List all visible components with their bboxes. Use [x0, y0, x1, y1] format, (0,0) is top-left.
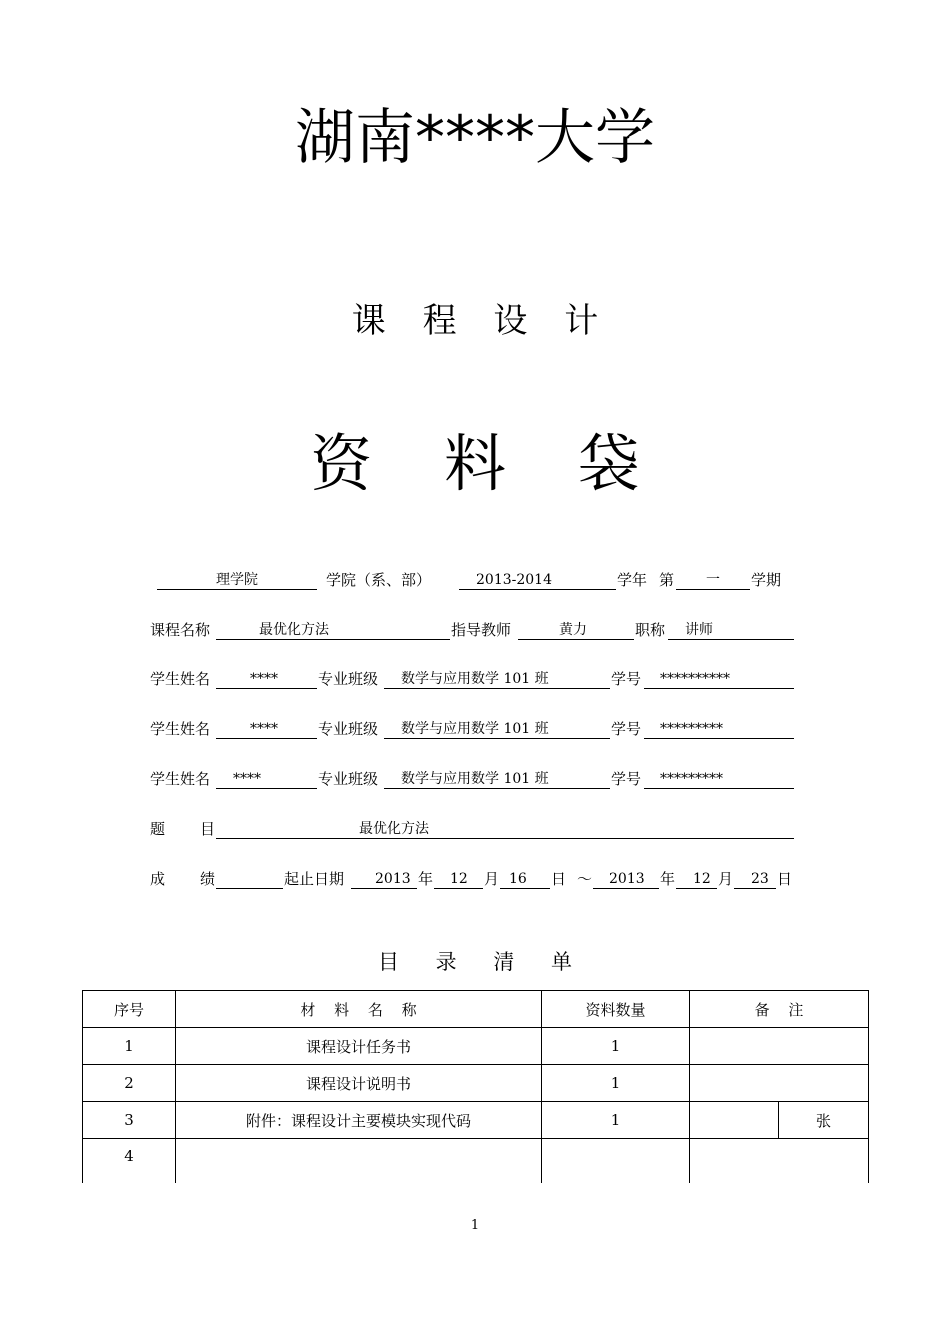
topic-underline — [216, 838, 794, 839]
row-note — [690, 1139, 869, 1184]
student-id-label: 学号 — [611, 770, 642, 788]
course-design-title — [0, 298, 950, 344]
student-class: 数学与应用数学 101 班 — [401, 671, 549, 687]
college-label: 学院（系、部） — [326, 571, 432, 589]
course-design-text: 课 程 设 计 — [351, 301, 599, 341]
table-row — [83, 1065, 869, 1102]
rank-value: 讲师 — [685, 622, 713, 638]
rank-underline — [668, 639, 794, 640]
start-day-underline — [500, 888, 550, 889]
page-number: 1 — [470, 1218, 480, 1233]
student-name-underline — [216, 788, 317, 789]
advisor-value: 黄力 — [559, 622, 587, 638]
topic-value: 最优化方法 — [359, 821, 429, 837]
tilde: ～ — [577, 870, 593, 888]
table-row — [83, 1102, 869, 1139]
advisor-label: 指导教师 — [451, 621, 512, 639]
row-no: 1 — [83, 1028, 176, 1065]
end-month-underline — [676, 888, 717, 889]
row-count: 1 — [542, 1102, 690, 1139]
start-month-underline — [434, 888, 483, 889]
row-note — [690, 1065, 869, 1102]
advisor-underline — [518, 639, 634, 640]
end-day-underline — [734, 888, 776, 889]
start-day: 16 — [509, 871, 527, 887]
college-value: 理学院 — [216, 572, 258, 588]
student-name-label: 学生姓名 — [150, 720, 211, 738]
student-class: 数学与应用数学 101 班 — [401, 771, 549, 787]
student-class-label: 专业班级 — [318, 720, 379, 738]
term-value: 一 — [706, 572, 720, 588]
row-count — [542, 1139, 690, 1184]
header-name — [176, 991, 542, 1028]
month-char: 月 — [718, 870, 734, 888]
row-note-a — [690, 1102, 779, 1139]
grade-underline — [216, 888, 283, 889]
row-no: 2 — [83, 1065, 176, 1102]
row-no: 3 — [83, 1102, 176, 1139]
course-value: 最优化方法 — [259, 622, 329, 638]
table-row — [83, 1028, 869, 1065]
course-underline — [216, 639, 450, 640]
row-name: 课程设计任务书 — [176, 1028, 542, 1065]
toc-title-text: 目 录 清 单 — [377, 950, 573, 974]
topic-label-b: 目 — [200, 820, 216, 838]
toc-table — [82, 990, 869, 1183]
student-class-label: 专业班级 — [318, 670, 379, 688]
year-char: 年 — [660, 870, 676, 888]
header-note-text: 备 注 — [754, 1000, 804, 1019]
student-id: ********** — [660, 671, 730, 687]
student-class-underline — [384, 688, 610, 689]
day-char: 日 — [551, 870, 567, 888]
start-month: 12 — [450, 871, 468, 887]
toc-header-row — [83, 991, 869, 1028]
student-class-underline — [384, 788, 610, 789]
year-value: 2013-2014 — [476, 572, 552, 588]
college-underline — [157, 589, 317, 590]
header-count: 资料数量 — [542, 991, 690, 1028]
end-day: 23 — [751, 871, 769, 887]
student-name-underline — [216, 688, 317, 689]
student-name: **** — [250, 671, 278, 687]
month-char: 月 — [484, 870, 500, 888]
student-id-label: 学号 — [611, 720, 642, 738]
end-month: 12 — [693, 871, 711, 887]
student-name-label: 学生姓名 — [150, 770, 211, 788]
header-note — [690, 991, 869, 1028]
course-label: 课程名称 — [150, 621, 211, 639]
student-id: ********* — [660, 721, 723, 737]
table-row — [83, 1139, 869, 1184]
start-year: 2013 — [375, 871, 411, 887]
student-class: 数学与应用数学 101 班 — [401, 721, 549, 737]
date-label: 起止日期 — [284, 870, 345, 888]
year-label: 学年 — [617, 571, 648, 589]
row-no: 4 — [83, 1139, 176, 1184]
end-year-underline — [593, 888, 659, 889]
student-class-label: 专业班级 — [318, 770, 379, 788]
year-char: 年 — [418, 870, 434, 888]
row-count: 1 — [542, 1065, 690, 1102]
header-name-text: 材 料 名 称 — [300, 1000, 417, 1019]
year-underline — [459, 589, 616, 590]
student-id-underline — [644, 688, 794, 689]
document-bag-text: 资 料 袋 — [310, 427, 640, 500]
row-count: 1 — [542, 1028, 690, 1065]
rank-label: 职称 — [635, 621, 666, 639]
student-name: **** — [250, 721, 278, 737]
toc-title — [0, 948, 950, 976]
student-id-underline — [644, 738, 794, 739]
row-name: 课程设计说明书 — [176, 1065, 542, 1102]
grade-label-b: 绩 — [200, 870, 216, 888]
student-id: ********* — [660, 771, 723, 787]
grade-label-a: 成 — [150, 870, 166, 888]
student-class-underline — [384, 738, 610, 739]
student-name-label: 学生姓名 — [150, 670, 211, 688]
student-id-label: 学号 — [611, 670, 642, 688]
student-name: **** — [233, 771, 261, 787]
student-id-underline — [644, 788, 794, 789]
day-char: 日 — [777, 870, 793, 888]
row-note — [690, 1028, 869, 1065]
student-name-underline — [216, 738, 317, 739]
row-note-b: 张 — [779, 1102, 869, 1139]
university-title: 湖南****大学 — [295, 103, 655, 173]
term-prefix: 第 — [659, 571, 675, 589]
term-label: 学期 — [751, 571, 782, 589]
term-underline — [676, 589, 750, 590]
document-bag-title — [0, 425, 950, 503]
row-name — [176, 1139, 542, 1184]
end-year: 2013 — [609, 871, 645, 887]
row-name: 附件：课程设计主要模块实现代码 — [176, 1102, 542, 1139]
topic-label-a: 题 — [150, 820, 166, 838]
start-year-underline — [351, 888, 417, 889]
header-no: 序号 — [83, 991, 176, 1028]
